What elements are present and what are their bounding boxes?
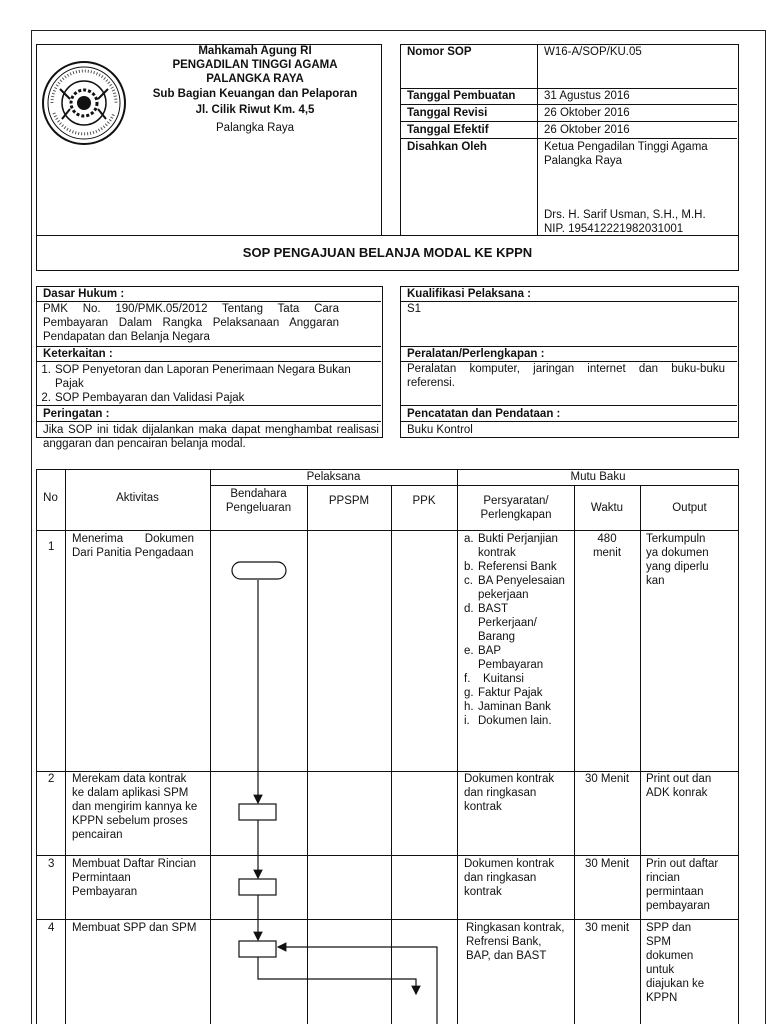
col-header-no: No [43, 492, 58, 504]
label-tanggal-efektif: Tanggal Efektif [407, 124, 489, 136]
row-2-output: Print out dan ADK konrak [646, 773, 712, 799]
label-peralatan: Peralatan/Perlengkapan : [407, 348, 545, 360]
flow-start-terminator [232, 562, 286, 579]
label-pencatatan: Pencatatan dan Pendataan : [407, 408, 561, 420]
meta-right-box [400, 286, 739, 438]
label-nomor-sop: Nomor SOP [407, 46, 472, 58]
org-subdivision: Sub Bagian Keuangan dan Pelaporan [152, 88, 358, 100]
org-court: PENGADILAN TINGGI AGAMA [172, 59, 338, 71]
persyaratan-item: f. Kuitansi [464, 673, 524, 685]
row-2-aktivitas: Merekam data kontrak ke dalam aplikasi SPM dan mengirim kannya ke KPPN sebelum proses pencairan [72, 773, 198, 841]
org-name: Mahkamah Agung RI [198, 45, 312, 57]
signer-nip: NIP. 195412221982031001 [544, 223, 684, 235]
row-4-no: 4 [48, 922, 55, 934]
flow-process-3 [239, 879, 276, 895]
row-2-no: 2 [48, 773, 55, 785]
sop-info-box [400, 44, 739, 236]
value-tanggal-pembuatan: 31 Agustus 2016 [544, 90, 630, 102]
row-3-persyaratan: Dokumen kontrak dan ringkasan kontrak [464, 858, 555, 898]
row-4-aktivitas: Membuat SPP dan SPM [72, 922, 197, 934]
text-peringatan: Jika SOP ini tidak dijalankan maka dapat menghambat realisasi anggaran dan pencairan belanja modal. [43, 424, 379, 450]
persyaratan-item: i. Dokumen lain. [464, 715, 552, 727]
col-header-output: Output [672, 502, 707, 514]
keterkaitan-item: 1. SOP Penyetoran dan Laporan Penerimaan Negara Bukan Pajak [41, 364, 351, 390]
row-1-no: 1 [48, 541, 55, 553]
org-header-box [36, 44, 382, 236]
text-kualifikasi: S1 [407, 303, 422, 315]
label-keterkaitan: Keterkaitan : [43, 348, 113, 360]
procedure-table [36, 469, 739, 1024]
col-header-ppk: PPK [412, 495, 436, 507]
value-tanggal-revisi: 26 Oktober 2016 [544, 107, 630, 119]
row-1-aktivitas: Menerima Dokumen Dari Panitia Pengadaan [72, 533, 194, 559]
label-peringatan: Peringatan : [43, 408, 110, 420]
group-header-pelaksana: Pelaksana [306, 471, 361, 483]
row-1-output: Terkumpulnya dokumen yang diperlukan [646, 533, 709, 587]
label-tanggal-pembuatan: Tanggal Pembuatan [407, 90, 516, 102]
label-tanggal-revisi: Tanggal Revisi [407, 107, 488, 119]
flow-process-4 [239, 941, 276, 957]
label-disahkan-oleh: Disahkan Oleh [407, 141, 487, 153]
flow-arrow-return-4 [278, 947, 437, 1024]
row-1-waktu: 480 menit [592, 533, 622, 559]
row-2-waktu: 30 Menit [584, 773, 630, 785]
flowchart [36, 469, 739, 1024]
col-header-waktu: Waktu [590, 502, 624, 514]
label-dasar-hukum: Dasar Hukum : [43, 288, 125, 300]
row-3-output: Prin out daftar rincian permintaan pembayaran [646, 858, 719, 912]
row-3-aktivitas: Membuat Daftar Rincian Permintaan Pembayaran [72, 858, 196, 898]
text-dasar-hukum: PMK No. 190/PMK.05/2012 Tentang Tata Cara Pembayaran Dalam Rangka Pelaksanaan Anggaran Pendapatan dan Belanja Negara [43, 303, 339, 343]
org-location: Palangka Raya [216, 122, 294, 134]
court-seal-logo [40, 59, 128, 147]
value-disahkan-oleh: Ketua Pengadilan Tinggi Agama Palangka Raya [544, 141, 708, 167]
col-header-persyaratan: Persyaratan/ Perlengkapan [480, 495, 552, 521]
flow-process-2 [239, 804, 276, 820]
row-4-waktu: 30 menit [584, 922, 630, 934]
col-header-aktivitas: Aktivitas [116, 492, 159, 504]
row-4-output: SPP dan SPM dokumen untuk diajukan ke KPPN [646, 922, 705, 1004]
text-peralatan: Peralatan komputer, jaringan internet dan buku-buku referensi. [407, 363, 725, 389]
flow-arrow-4-out [258, 957, 416, 994]
row-2-persyaratan: Dokumen kontrak dan ringkasan kontrak [464, 773, 555, 813]
col-header-bendahara: Bendahara Pengeluaran [225, 488, 292, 514]
persyaratan-item: e. BAP Pembayaran [464, 645, 544, 671]
persyaratan-item: c. BA Penyelesaian pekerjaan [464, 575, 565, 601]
signer-name: Drs. H. Sarif Usman, S.H., M.H. [544, 209, 706, 221]
page-title: SOP PENGAJUAN BELANJA MODAL KE KPPN [36, 235, 739, 271]
meta-left-box [36, 286, 383, 450]
row-3-no: 3 [48, 858, 55, 870]
label-kualifikasi: Kualifikasi Pelaksana : [407, 288, 532, 300]
persyaratan-item: g. Faktur Pajak [464, 687, 543, 699]
col-header-ppspm: PPSPM [328, 495, 370, 507]
keterkaitan-item: 2. SOP Pembayaran dan Validasi Pajak [41, 392, 245, 404]
org-address: Jl. Cilik Riwut Km. 4,5 [195, 104, 315, 116]
persyaratan-item: d. BAST Perkerjaan/ Barang [464, 603, 537, 643]
value-nomor-sop: W16-A/SOP/KU.05 [544, 46, 642, 58]
group-header-mutu-baku: Mutu Baku [570, 471, 626, 483]
text-pencatatan: Buku Kontrol [407, 424, 473, 436]
row-4-persyaratan: Ringkasan kontrak, Refrensi Bank, BAP, dan BAST [466, 922, 565, 962]
keterkaitan-list [37, 363, 363, 405]
org-city: PALANGKA RAYA [206, 73, 304, 85]
persyaratan-item: a. Bukti Perjanjian kontrak [464, 533, 558, 559]
value-tanggal-efektif: 26 Oktober 2016 [544, 124, 630, 136]
persyaratan-item: h. Jaminan Bank [464, 701, 551, 713]
row-3-waktu: 30 Menit [584, 858, 630, 870]
persyaratan-item: b. Referensi Bank [464, 561, 557, 573]
